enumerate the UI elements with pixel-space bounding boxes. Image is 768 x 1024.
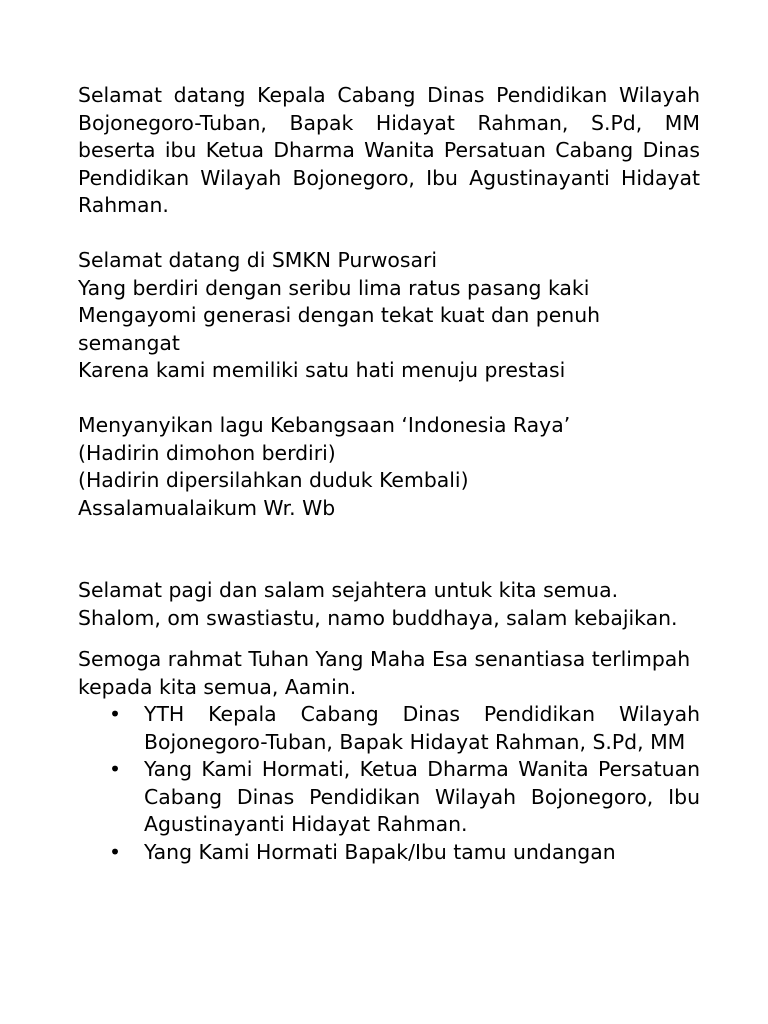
anthem-line: (Hadirin dimohon berdiri)	[78, 440, 336, 465]
poem-line: Selamat datang di SMKN Purwosari	[78, 248, 438, 272]
bullet-icon: •	[109, 839, 122, 864]
list-item-text: YTH Kepala Cabang Dinas Pendidikan Wilayah Bojonegoro-Tuban, Bapak Hidayat Rahman, S.Pd, MM	[144, 702, 700, 754]
list-item-text: Yang Kami Hormati Bapak/Ibu tamu undangan	[144, 839, 616, 864]
bullet-icon: •	[109, 702, 122, 726]
list-item-text: Yang Kami Hormati, Ketua Dharma Wanita Persatuan Cabang Dinas Pendidikan Wilayah Bojonegoro, Ibu Agustinayanti Hidayat Rahman.	[144, 757, 700, 836]
list-item	[78, 701, 700, 756]
honorifics-list	[78, 701, 700, 866]
poem-line: Mengayomi generasi dengan tekat kuat dan penuh	[78, 303, 601, 327]
list-item	[78, 756, 700, 839]
poem-line: Karena kami memiliki satu hati menuju prestasi	[78, 358, 566, 382]
anthem-line: Assalamualaikum Wr. Wb	[78, 495, 336, 520]
greeting-paragraph: Selamat pagi dan salam sejahtera untuk kita semua. Shalom, om swastiastu, namo buddhaya, salam kebajikan.	[78, 578, 678, 630]
bullet-icon: •	[109, 757, 122, 781]
anthem-line: (Hadirin dipersilahkan duduk Kembali)	[78, 468, 469, 492]
welcome-paragraph: Selamat datang Kepala Cabang Dinas Pendidikan Wilayah Bojonegoro-Tuban, Bapak Hidayat Rahman, S.Pd, MM beserta ibu Ketua Dharma Wanita Persatuan Cabang Dinas Pendidikan Wilayah Bojonegoro, Ibu Agustinayanti Hidayat Rahman.	[78, 83, 700, 217]
anthem-block	[78, 412, 700, 522]
list-item	[78, 839, 700, 867]
blessing-paragraph: Semoga rahmat Tuhan Yang Maha Esa senantiasa terlimpah kepada kita semua, Aamin.	[78, 647, 691, 699]
poem-block	[78, 247, 700, 385]
poem-line: Yang berdiri dengan seribu lima ratus pasang kaki	[78, 275, 590, 300]
document-page	[78, 82, 700, 866]
anthem-line: Menyanyikan lagu Kebangsaan ‘Indonesia Raya’	[78, 413, 571, 437]
poem-line: semangat	[78, 330, 180, 355]
